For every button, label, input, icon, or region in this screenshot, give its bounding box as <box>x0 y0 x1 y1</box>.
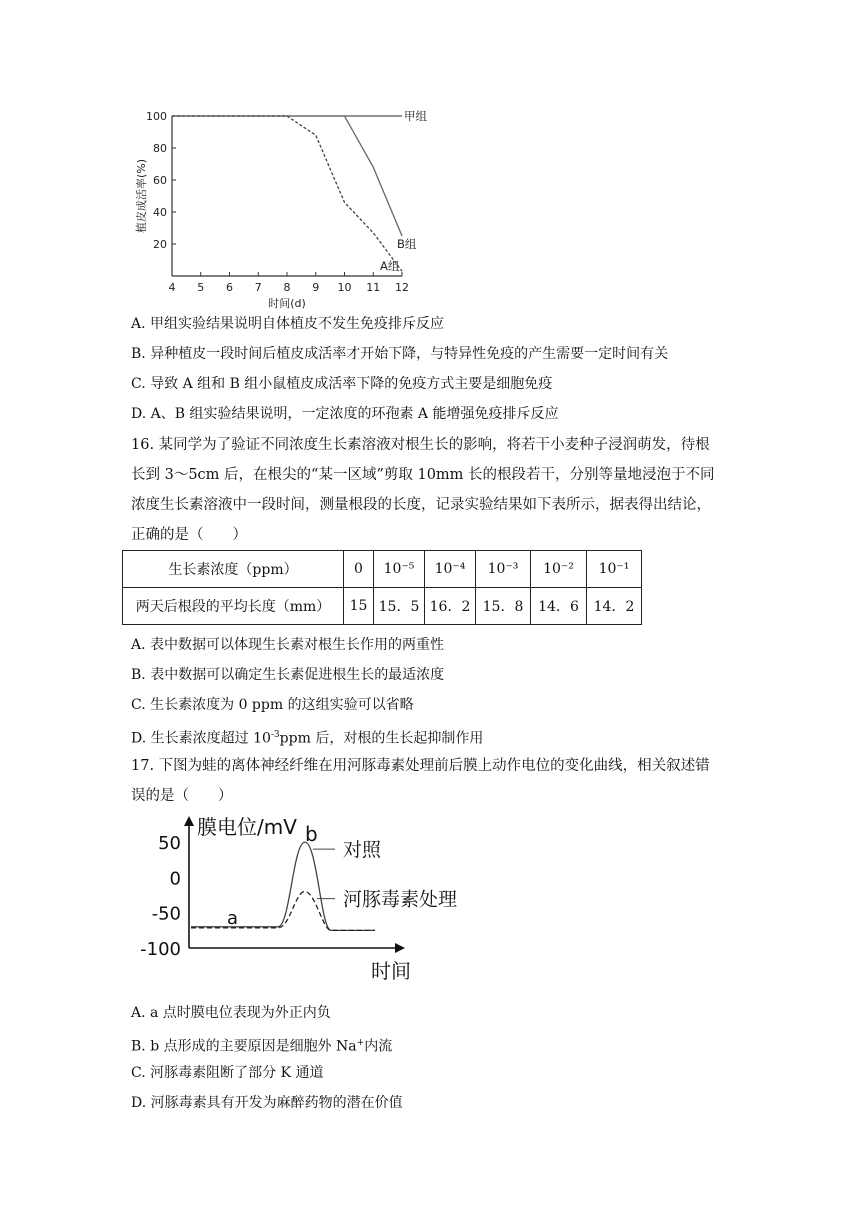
q16-option-c: C. 生长素浓度为 0 ppm 的这组实验可以省略 <box>131 697 414 713</box>
table-cell: 14．2 <box>587 588 642 625</box>
q16-stem-line3: 浓度生长素溶液中一段时间，测量根段的长度，记录实验结果如下表所示，据表得出结论， <box>131 497 711 513</box>
q15-option-b: B. 异种植皮一段时间后植皮成活率才开始下降，与特异性免疫的产生需要一定时间有关 <box>131 346 669 362</box>
table-cell: 15．8 <box>476 588 531 625</box>
y-tick-label: 20 <box>153 238 167 251</box>
point-label-b: b <box>305 822 318 846</box>
q17-option-c: C. 河豚毒素阻断了部分 K 通道 <box>131 1065 324 1081</box>
x-tick-label: 6 <box>226 281 233 294</box>
series-a-line <box>172 116 402 274</box>
y-tick-label: -50 <box>151 903 181 925</box>
y-tick-label: -100 <box>140 939 181 960</box>
q15-option-c: C. 导致 A 组和 B 组小鼠植皮成活率下降的免疫方式主要是细胞免疫 <box>131 376 553 392</box>
y-tick-label: 0 <box>169 868 181 890</box>
table-cell: 10⁻⁵ <box>374 551 425 588</box>
legend-label: A组 <box>380 259 400 274</box>
table-cell: 16．2 <box>425 588 476 625</box>
y-tick-label: 50 <box>158 833 181 855</box>
table-cell: 0 <box>344 551 374 588</box>
table-cell: 10⁻³ <box>476 551 531 588</box>
table-cell: 10⁻² <box>531 551 587 588</box>
y-tick-label: 100 <box>146 110 167 123</box>
table-row <box>123 588 642 625</box>
y-tick-label: 40 <box>153 206 167 219</box>
series-b-line <box>172 116 402 236</box>
x-axis-label: 时间(d) <box>268 297 306 310</box>
legend-label: B组 <box>397 237 417 251</box>
legend-label: 甲组 <box>404 109 427 123</box>
y-axis-label: 植皮成活率(%) <box>135 158 148 234</box>
table-header-concentration: 生长素浓度（ppm） <box>123 551 344 588</box>
q16-option-b: B. 表中数据可以确定生长素促进根生长的最适浓度 <box>131 667 445 683</box>
q17-stem-line2: 误的是（ ） <box>131 788 233 804</box>
x-tick-label: 7 <box>254 281 262 294</box>
table-row <box>123 551 642 588</box>
table-header-length: 两天后根段的平均长度（mm） <box>123 588 344 625</box>
x-axis-arrow <box>395 943 405 953</box>
x-tick-label: 8 <box>283 281 291 294</box>
table-cell: 15 <box>344 588 374 625</box>
auxin-table <box>122 550 642 625</box>
x-axis-label: 时间 <box>371 959 411 983</box>
graft-survival-chart <box>135 100 445 310</box>
membrane-potential-chart <box>135 808 495 988</box>
y-tick-label: 80 <box>153 142 167 155</box>
x-tick-label: 12 <box>395 281 409 294</box>
x-tick-label: 10 <box>337 281 352 294</box>
q16-stem-line2: 长到 3～5cm 后，在根尖的“某一区域”剪取 10mm 长的根段若干，分别等量地浸泡于不同 <box>131 467 715 483</box>
q16-stem-line1: 16. 某同学为了验证不同浓度生长素溶液对根生长的影响，将若干小麦种子浸润萌发，待根 <box>131 437 710 453</box>
q17-option-b: B. b 点形成的主要原因是细胞外 Na+内流 <box>131 1038 393 1055</box>
q17-stem-line1: 17. 下图为蛙的离体神经纤维在用河豚毒素处理前后膜上动作电位的变化曲线，相关叙述错 <box>131 758 710 774</box>
y-axis-arrow <box>184 816 194 826</box>
q15-option-d: D. A、B 组实验结果说明，一定浓度的环孢素 A 能增强免疫排斥反应 <box>131 406 559 422</box>
q16-stem-line4: 正确的是（ ） <box>131 527 247 543</box>
q17-option-a: A. a 点时膜电位表现为外正内负 <box>131 1005 331 1021</box>
q17-option-d: D. 河豚毒素具有开发为麻醉药物的潜在价值 <box>131 1095 403 1111</box>
x-tick-label: 4 <box>168 281 176 294</box>
legend-label: 河豚毒素处理 <box>343 888 458 911</box>
x-tick-label: 5 <box>197 281 205 294</box>
table-cell: 10⁻⁴ <box>425 551 476 588</box>
x-tick-label: 9 <box>312 281 320 294</box>
legend-label: 对照 <box>343 839 382 862</box>
q16-option-d: D. 生长素浓度超过 $10^{-3}ppm$ 后，对根的生长起抑制作用 <box>131 730 484 747</box>
y-axis-label: 膜电位/mV <box>197 815 297 839</box>
table-cell: 10⁻¹ <box>587 551 642 588</box>
x-tick-label: 11 <box>366 281 381 294</box>
table-cell: 14．6 <box>531 588 587 625</box>
q15-option-a: A. 甲组实验结果说明自体植皮不发生免疫排斥反应 <box>131 316 445 332</box>
point-label-a: a <box>227 907 239 929</box>
table-cell: 15．5 <box>374 588 425 625</box>
y-tick-label: 60 <box>153 174 167 187</box>
q16-option-a: A. 表中数据可以体现生长素对根生长作用的两重性 <box>131 637 445 653</box>
